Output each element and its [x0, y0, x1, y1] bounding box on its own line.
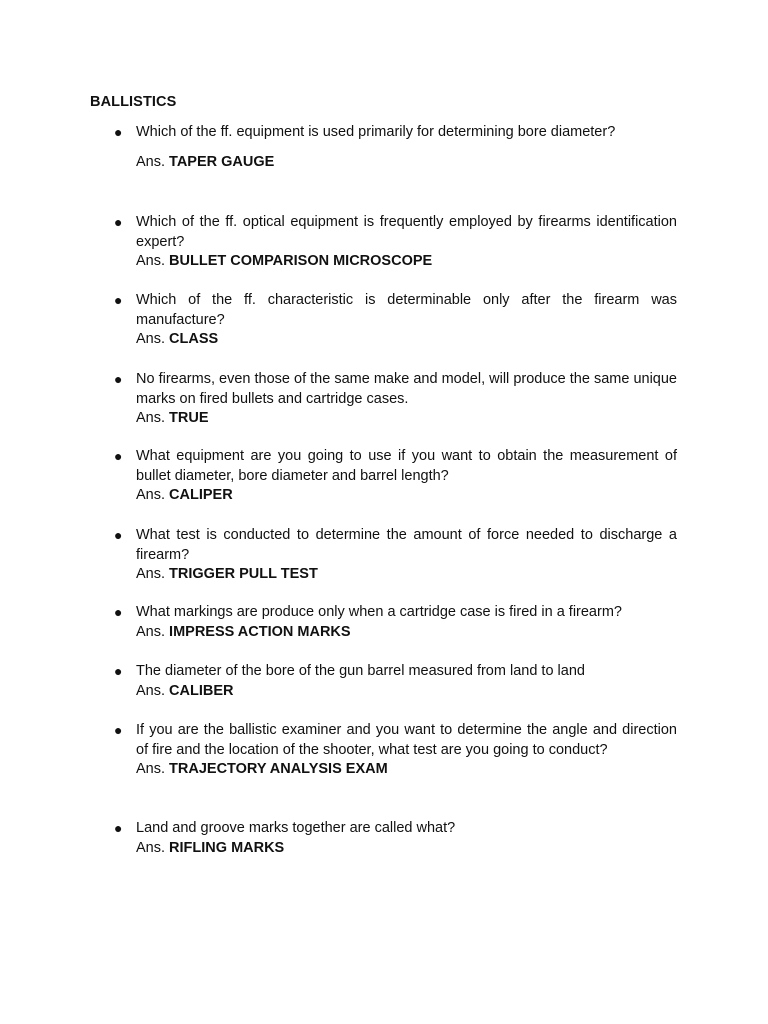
answer-value: TRAJECTORY ANALYSIS EXAM	[169, 761, 388, 777]
answer-label: Ans.	[136, 761, 166, 777]
answer-label: Ans.	[136, 566, 166, 582]
question-item-3	[114, 291, 677, 350]
question-text: Which of the ff. equipment is used primarily for determining bore diameter?	[136, 124, 616, 140]
bullet-icon: ●	[114, 722, 123, 738]
answer-value: BULLET COMPARISON MICROSCOPE	[169, 253, 433, 269]
answer-line	[136, 409, 677, 429]
question-item-5	[114, 447, 677, 506]
question-item-9	[114, 721, 677, 780]
answer-line	[136, 623, 677, 643]
question-text: Land and groove marks together are called what?	[136, 820, 456, 836]
answer-value: RIFLING MARKS	[169, 839, 285, 856]
answer-line	[136, 839, 677, 859]
answer-line	[136, 330, 677, 350]
answer-value: CALIPER	[169, 487, 233, 503]
question-text: If you are the ballistic examiner and you want to determine the angle and direction of fire and the location of the shooter, what test are you going to conduct?	[136, 722, 677, 758]
question-text: What test is conducted to determine the amount of force needed to discharge a firearm?	[136, 527, 677, 563]
answer-label: Ans.	[136, 487, 166, 503]
bullet-icon: ●	[114, 604, 123, 620]
answer-value: CLASS	[169, 331, 219, 347]
question-item-7	[114, 603, 677, 642]
question-item-1	[114, 123, 677, 172]
answer-line	[136, 252, 677, 272]
answer-value: TRUE	[169, 410, 209, 426]
answer-label: Ans.	[136, 410, 166, 426]
answer-label: Ans.	[136, 253, 166, 269]
bullet-icon: ●	[114, 448, 123, 464]
answer-value: IMPRESS ACTION MARKS	[169, 623, 351, 640]
bullet-icon: ●	[114, 371, 123, 387]
answer-label: Ans.	[136, 153, 166, 170]
answer-value: CALIBER	[169, 682, 234, 699]
answer-label: Ans.	[136, 331, 166, 347]
question-text: What markings are produce only when a cartridge case is fired in a firearm?	[136, 604, 622, 620]
question-item-2	[114, 213, 677, 272]
section-heading: BALLISTICS	[90, 94, 177, 110]
question-text: Which of the ff. characteristic is determinable only after the firearm was manufacture?	[136, 292, 677, 328]
answer-label: Ans.	[136, 623, 166, 640]
bullet-icon: ●	[114, 124, 123, 140]
question-item-6	[114, 526, 677, 585]
answer-line	[136, 153, 677, 173]
answer-line	[136, 565, 677, 585]
question-item-8	[114, 662, 677, 701]
bullet-icon: ●	[114, 292, 123, 308]
question-item-10	[114, 819, 677, 858]
answer-value: TAPER GAUGE	[169, 153, 275, 170]
answer-line	[136, 486, 677, 506]
answer-label: Ans.	[136, 682, 166, 699]
answer-value: TRIGGER PULL TEST	[169, 566, 318, 582]
answer-line	[136, 760, 677, 780]
question-item-4	[114, 370, 677, 429]
question-text: The diameter of the bore of the gun barrel measured from land to land	[136, 663, 585, 679]
bullet-icon: ●	[114, 820, 123, 836]
question-text: What equipment are you going to use if you want to obtain the measurement of bullet diameter, bore diameter and barrel length?	[136, 448, 677, 484]
answer-line	[136, 682, 677, 702]
question-text: Which of the ff. optical equipment is frequently employed by firearms identification expert?	[136, 214, 677, 250]
bullet-icon: ●	[114, 214, 123, 230]
bullet-icon: ●	[114, 527, 123, 543]
question-text: No firearms, even those of the same make and model, will produce the same unique marks on fired bullets and cartridge cases.	[136, 371, 677, 407]
bullet-icon: ●	[114, 663, 123, 679]
answer-label: Ans.	[136, 839, 166, 856]
